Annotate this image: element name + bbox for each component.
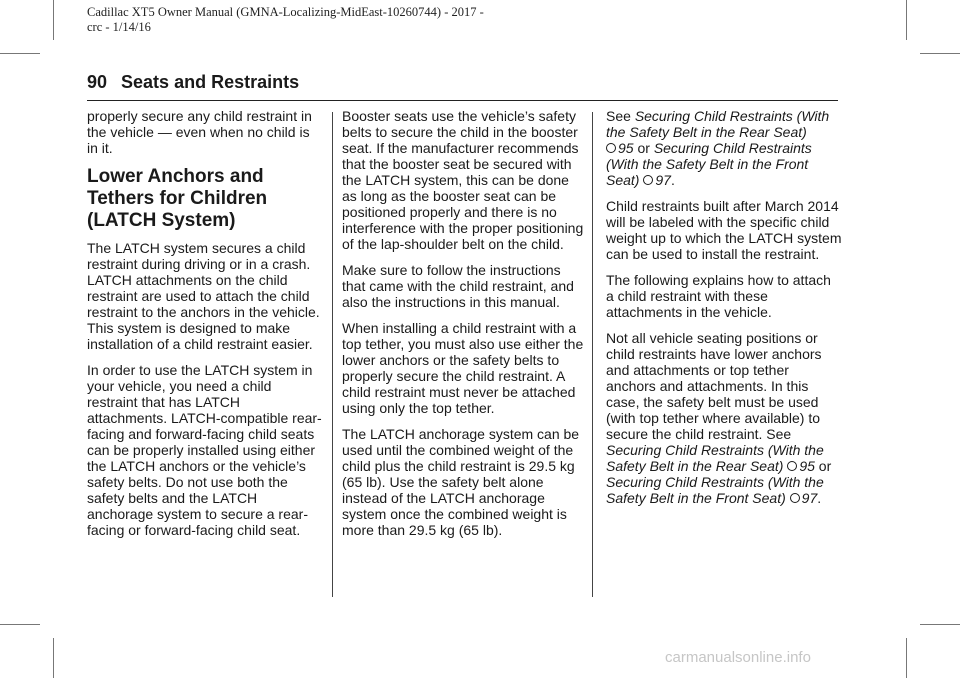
crop-mark: [920, 53, 960, 54]
cross-reference-link[interactable]: Securing Child Restraints (With the Safety Belt in the Front Seat): [606, 140, 812, 188]
page-reference[interactable]: 95: [618, 140, 634, 156]
page-reference-icon: [643, 175, 653, 185]
column-3: [606, 108, 842, 516]
page-heading: [87, 72, 299, 93]
document-meta-line1: Cadillac XT5 Owner Manual (GMNA-Localizing-MidEast-10260744) - 2017 -: [87, 5, 484, 19]
paragraph: Make sure to follow the instructions that came with the child restraint, and also the instructions in this manual.: [342, 262, 574, 310]
page-reference[interactable]: 97: [801, 490, 818, 506]
column-divider: [592, 112, 593, 597]
paragraph: Not all vehicle seating positions or child restraints have lower anchors and attachments or top tether anchors and attachments. In this case, the safety belt must be used (with top tether where available) to secure the child restraint. See Securing Child Restraints (With the Safety Belt in the Rear Seat) 95 or Securing Child Restraints (With the Safety Belt in the Front Seat) 97.: [606, 330, 832, 506]
page-reference-icon: [790, 493, 800, 503]
paragraph: When installing a child restraint with a top tether, you must also use either the lower anchors or the safety belts to properly secure the child restraint. A child restraint must never be attached using only the top tether.: [342, 320, 584, 416]
paragraph: properly secure any child restraint in the vehicle — even when no child is in it.: [87, 108, 312, 156]
heading-line: Tethers for Children: [87, 188, 268, 209]
paragraph: See Securing Child Restraints (With the Safety Belt in the Rear Seat) 95 or Securing Child Restraints (With the Safety Belt in the Front Seat) 97.: [606, 108, 830, 188]
crop-mark: [53, 0, 54, 40]
watermark: carmanualsonline.info: [665, 649, 811, 666]
cross-reference-link[interactable]: Securing Child Restraints (With the Safety Belt in the Rear Seat): [606, 442, 824, 474]
page-number: 90: [87, 72, 108, 92]
paragraph: The LATCH anchorage system can be used until the combined weight of the child plus the child restraint is 29.5 kg (65 lb). Use the safety belt alone instead of the LATCH anchorage system once the combined weight is more than 29.5 kg (65 lb).: [342, 426, 580, 538]
heading-line: (LATCH System): [87, 210, 236, 231]
section-title: Seats and Restraints: [121, 72, 300, 92]
page-reference[interactable]: 97: [655, 172, 671, 188]
document-meta: [87, 5, 484, 35]
crop-mark: [920, 624, 960, 625]
paragraph: Child restraints built after March 2014 will be labeled with the specific child weight up to which the LATCH system can be used to install the restraint.: [606, 198, 842, 262]
crop-mark: [0, 624, 40, 625]
cross-reference-link[interactable]: Securing Child Restraints (With the Safety Belt in the Front Seat): [606, 474, 824, 506]
paragraph: Booster seats use the vehicle’s safety belts to secure the child in the booster seat. If the manufacturer recommends that the booster seat be secured with the LATCH system, this can be done as long as the booster seat can be positioned properly and there is no interference with the proper positioning of the lap-shoulder belt on the child.: [342, 108, 584, 252]
column-divider: [332, 112, 333, 597]
crop-mark: [906, 638, 907, 678]
column-2: [342, 108, 584, 548]
document-meta-line2: crc - 1/14/16: [87, 20, 151, 34]
page-reference-icon: [787, 461, 797, 471]
cross-reference-link[interactable]: Securing Child Restraints (With the Safety Belt in the Rear Seat): [606, 108, 830, 140]
crop-mark: [0, 53, 40, 54]
column-1: [87, 108, 323, 548]
paragraph: The following explains how to attach a child restraint with these attachments in the vehicle.: [606, 272, 831, 320]
crop-mark: [53, 638, 54, 678]
crop-mark: [906, 0, 907, 40]
heading-rule: [87, 100, 838, 101]
subsection-heading: [87, 166, 323, 232]
paragraph: In order to use the LATCH system in your vehicle, you need a child restraint that has LATCH attachments. LATCH-compatible rear-facing and forward-facing child seats can be properly installed using either the LATCH anchors or the vehicle’s safety belts. Do not use both the safety belts and the LATCH anchorage system to secure a rear-facing or forward-facing child seat.: [87, 362, 322, 538]
paragraph: The LATCH system secures a child restraint during driving or in a crash. LATCH attachments on the child restraint are used to attach the child restraint to the anchors in the vehicle. This system is designed to make installation of a child restraint easier.: [87, 240, 320, 352]
heading-line: Lower Anchors and: [87, 166, 264, 187]
page-reference-icon: [606, 143, 616, 153]
page-reference[interactable]: 95: [799, 458, 815, 474]
